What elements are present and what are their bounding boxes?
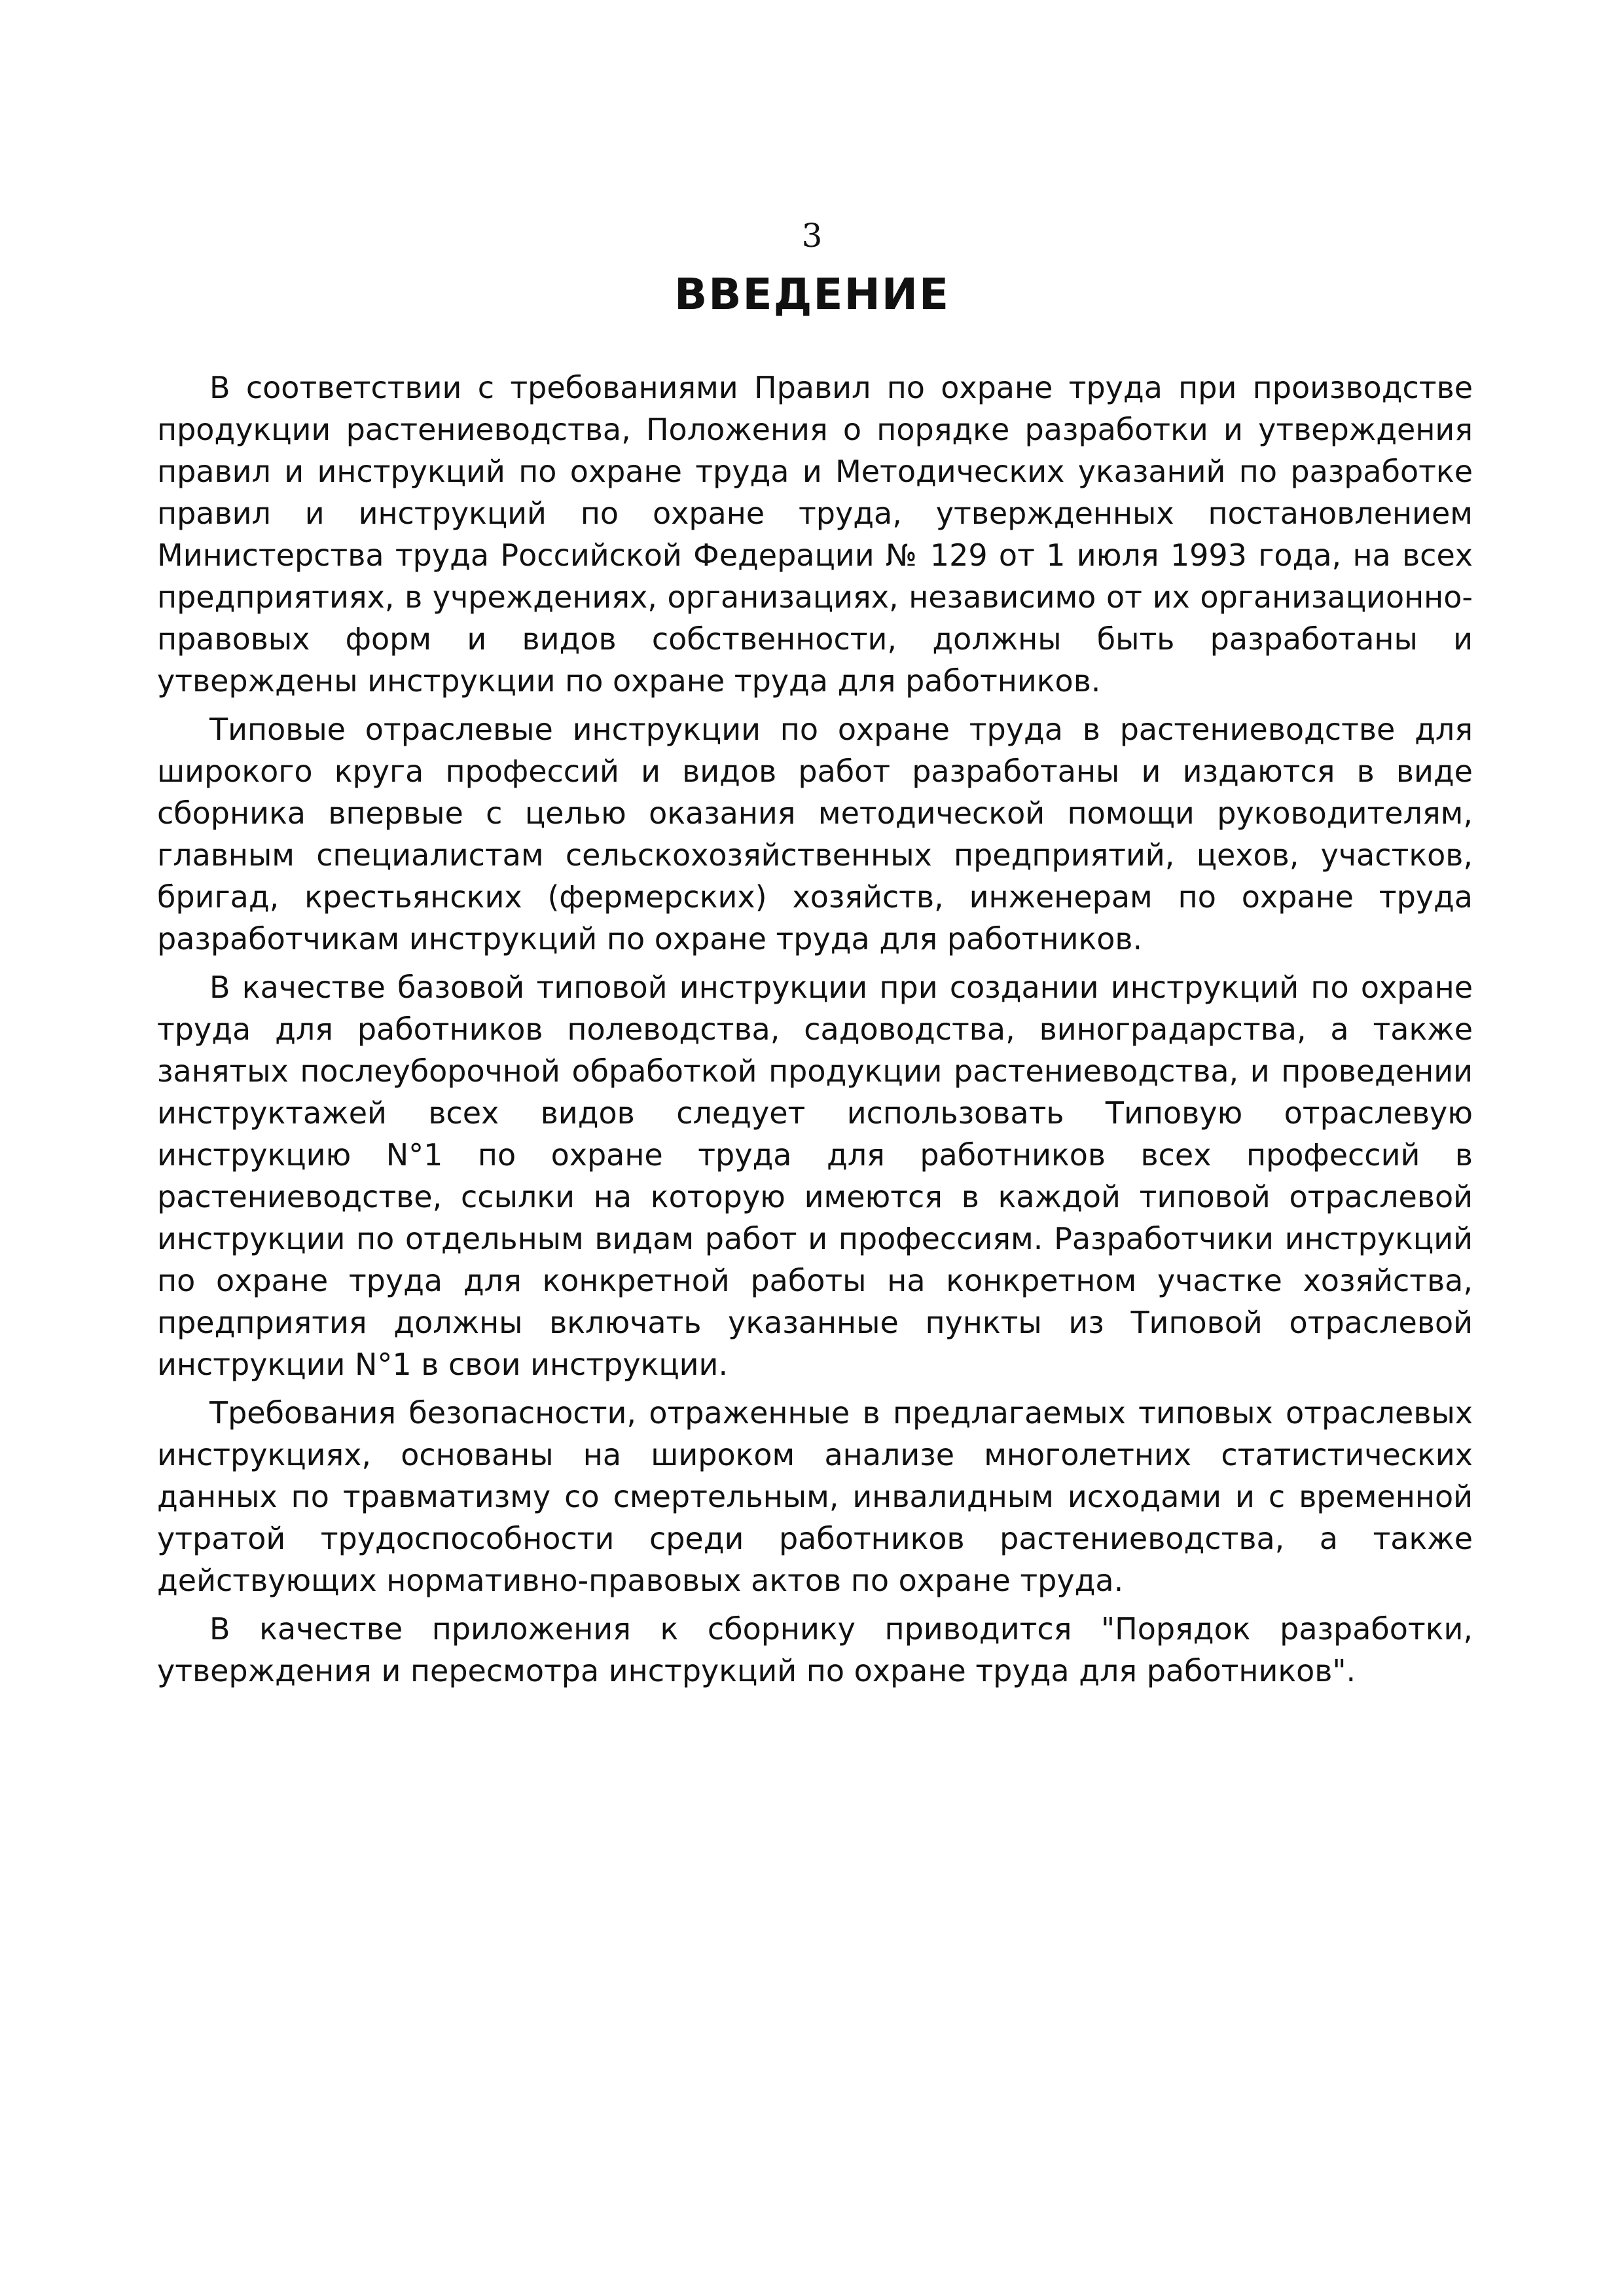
paragraph-purpose: Типовые отраслевые инструкции по охране труда в растениеводстве для широкого круга профессий и видов работ разработаны и издаются в виде сборника впервые с целью оказания методической помощи руководителям, главным специалистам сельскохозяйственных предприятий, цехов, участков, бригад, крестьянских (фермерских) хозяйств, инженерам по охране труда разработчикам инструкций по охране труда для работников. <box>157 712 1473 957</box>
document-body <box>157 367 1473 1698</box>
paragraph-base-instruction: В качестве базовой типовой инструкции при создании инструкций по охране труда для работников полеводства, садоводства, виноградарства, а также занятых послеуборочной обработкой продукции растениеводства, и проведении инструктажей всех видов следует использовать Типовую отраслевую инструкцию N°1 по охране труда для работников всех профессий в растениеводстве, ссылки на которую имеются в каждой типовой отраслевой инструкции по отдельным видам работ и профессиям. Разработчики инструкций по охране труда для конкретной работы на конкретном участке хозяйства, предприятия должны включать указанные пункты из Типовой отраслевой инструкции N°1 в свои инструкции. <box>157 970 1473 1382</box>
paragraph-safety-requirements: Требования безопасности, отраженные в предлагаемых типовых отраслевых инструкциях, основаны на широком анализе многолетних статистических данных по травматизму со смертельным, инвалидным исходами и с временной утратой трудоспособности среди работников растениеводства, а также действующих нормативно-правовых актов по охране труда. <box>157 1395 1473 1598</box>
page-number: 3 <box>801 217 823 255</box>
page-title: ВВЕДЕНИЕ <box>674 269 950 319</box>
paragraph-appendix: В качестве приложения к сборнику приводится "Порядок разработки, утверждения и пересмотра инструкций по охране труда для работников". <box>157 1611 1473 1688</box>
paragraph-legal-basis: В соответствии с требованиями Правил по охране труда при производстве продукции растениеводства, Положения о порядке разработки и утверждения правил и инструкций по охране труда и Методических указаний по разработке правил и инструкций по охране труда, утвержденных постановлением Министерства труда Российской Федерации № 129 от 1 июля 1993 года, на всех предприятиях, в учреждениях, организациях, независимо от их организационно-правовых форм и видов собственности, должны быть разработаны и утверждены инструкции по охране труда для работников. <box>157 370 1473 699</box>
